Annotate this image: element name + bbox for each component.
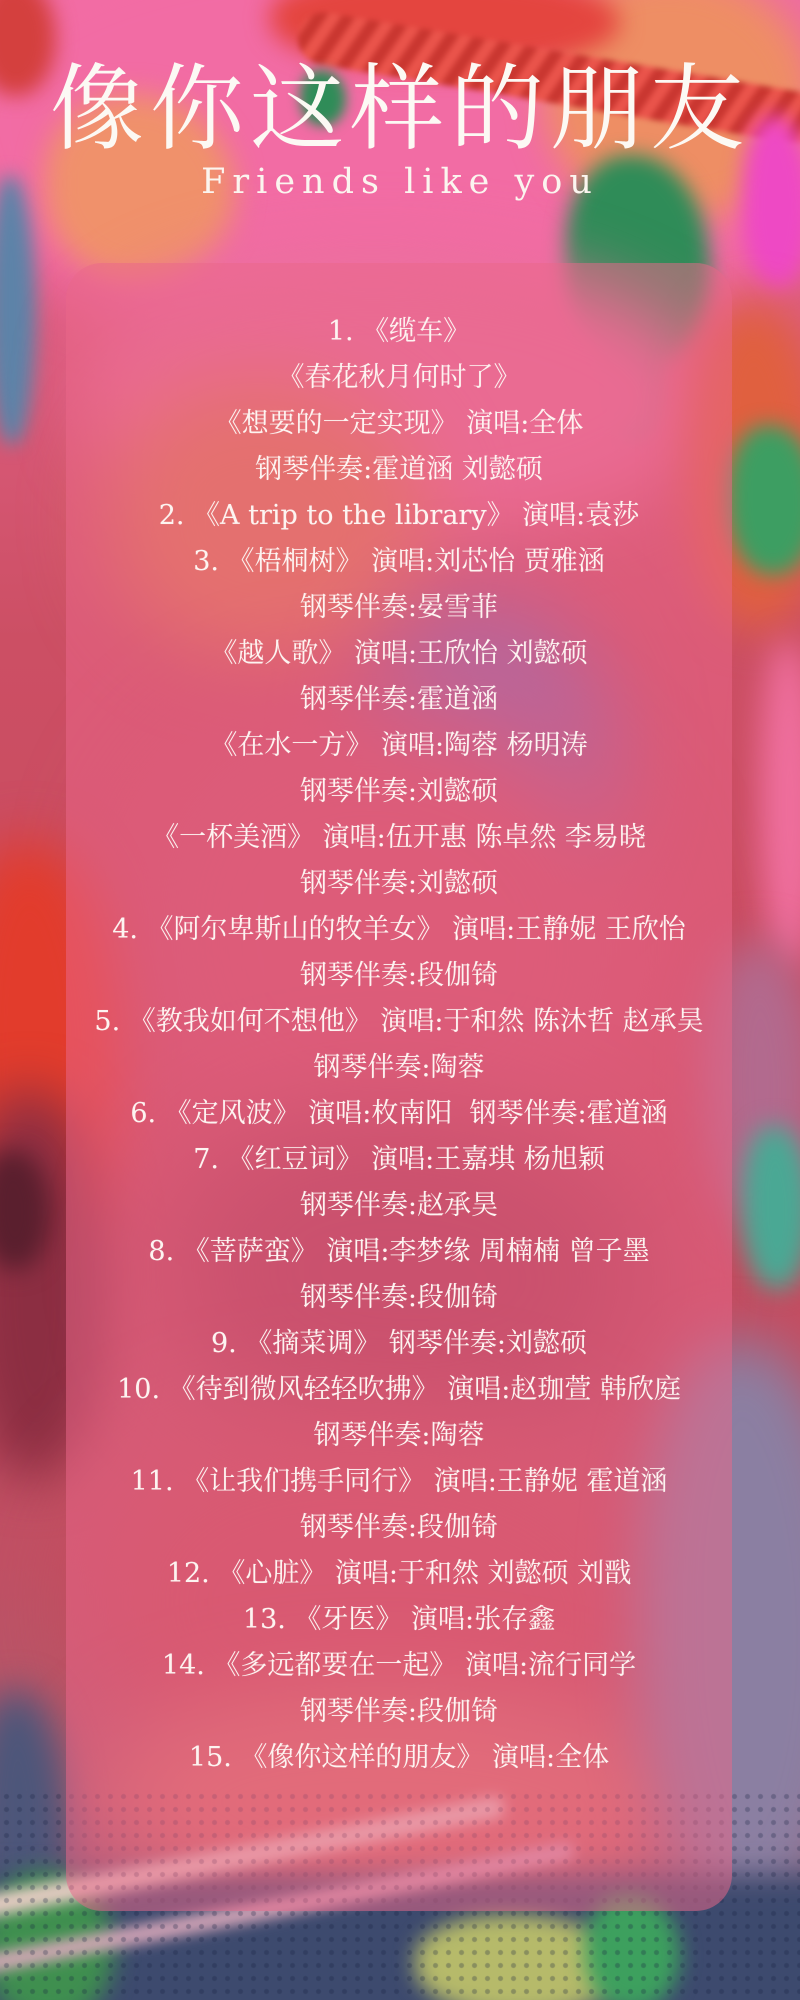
program-line: 钢琴伴奏:陶蓉	[313, 1420, 485, 1451]
program-panel	[66, 263, 732, 1911]
program-line: 14. 《多远都要在一起》 演唱:流行同学	[161, 1650, 637, 1681]
program-line: 钢琴伴奏:段伽锜	[299, 1512, 499, 1543]
poster-title: 像你这样的朋友	[49, 55, 750, 164]
program-line: 4. 《阿尔卑斯山的牧羊女》 演唱:王静妮 王欣怡	[112, 914, 686, 945]
program-line: 15. 《像你这样的朋友》 演唱:全体	[188, 1742, 610, 1773]
program-line: 钢琴伴奏:陶蓉	[313, 1052, 485, 1083]
program-line: 《想要的一定实现》 演唱:全体	[214, 408, 584, 439]
poster-subtitle: Friends like you	[201, 162, 599, 202]
program-line: 《春花秋月何时了》	[277, 362, 521, 393]
program-line: 钢琴伴奏:段伽锜	[299, 960, 499, 991]
program-line: 钢琴伴奏:刘懿硕	[299, 776, 499, 807]
program-line: 12. 《心脏》 演唱:于和然 刘懿硕 刘戬	[166, 1558, 632, 1589]
program-line: 钢琴伴奏:刘懿硕	[299, 868, 499, 899]
program-line: 3. 《梧桐树》 演唱:刘芯怡 贾雅涵	[193, 546, 605, 577]
program-line: 6. 《定风波》 演唱:枚南阳 钢琴伴奏:霍道涵	[130, 1098, 668, 1129]
paint-patch	[728, 425, 800, 575]
program-line: 钢琴伴奏:赵承昊	[299, 1190, 499, 1221]
program-line: 钢琴伴奏:段伽锜	[299, 1696, 499, 1727]
program-line: 钢琴伴奏:霍道涵	[299, 684, 499, 715]
paint-patch	[742, 1125, 800, 1290]
program-line: 11. 《让我们携手同行》 演唱:王静妮 霍道涵	[130, 1466, 668, 1497]
program-line: 8. 《菩萨蛮》 演唱:李梦缘 周楠楠 曾子墨	[148, 1236, 650, 1267]
program-line: 13. 《牙医》 演唱:张存鑫	[242, 1604, 556, 1635]
program-line: 7. 《红豆词》 演唱:王嘉琪 杨旭颖	[193, 1144, 605, 1175]
program-line: 钢琴伴奏:段伽锜	[299, 1282, 499, 1313]
program-line: 2. 《A trip to the library》 演唱:袁莎	[158, 500, 640, 531]
program-line: 《一杯美酒》 演唱:伍开惠 陈卓然 李易晓	[152, 822, 646, 853]
program-line: 1. 《缆车》	[327, 316, 471, 347]
program-line: 9. 《摘菜调》 钢琴伴奏:刘懿硕	[210, 1328, 588, 1359]
program-line: 《在水一方》 演唱:陶蓉 杨明涛	[210, 730, 588, 761]
program-list	[66, 309, 732, 1781]
program-line: 10. 《待到微风轻轻吹拂》 演唱:赵珈萱 韩欣庭	[117, 1374, 681, 1405]
program-line: 钢琴伴奏:霍道涵 刘懿硕	[255, 454, 543, 485]
program-line: 5. 《教我如何不想他》 演唱:于和然 陈沐哲 赵承昊	[94, 1006, 704, 1037]
paint-patch	[760, 640, 800, 970]
program-line: 《越人歌》 演唱:王欣怡 刘懿硕	[210, 638, 588, 669]
program-line: 钢琴伴奏:晏雪菲	[299, 592, 499, 623]
